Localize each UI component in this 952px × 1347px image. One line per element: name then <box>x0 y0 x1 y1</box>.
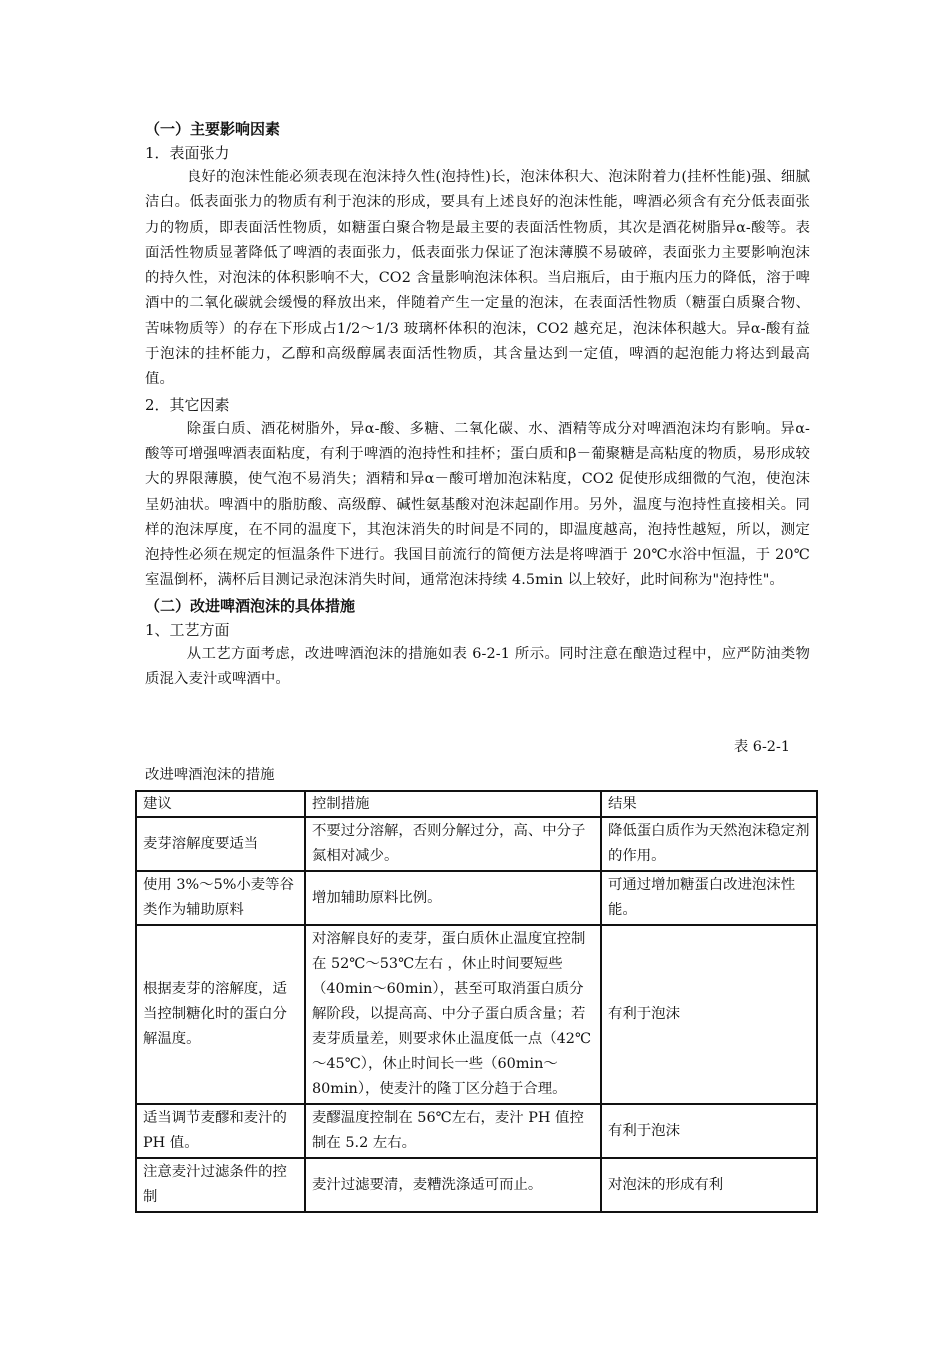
table-row <box>136 817 817 871</box>
table-number: 表 6-2-1 <box>733 739 790 756</box>
subheading-process: 1、工艺方面 <box>145 620 230 639</box>
cell-measure: 麦汁过滤要清，麦糟洗涤适可而止。 <box>305 1158 601 1212</box>
cell-suggestion: 适当调节麦醪和麦汁的 PH 值。 <box>136 1104 305 1158</box>
cell-result: 降低蛋白质作为天然泡沫稳定剂的作用。 <box>601 817 817 871</box>
section-heading-main-factors: （一）主要影响因素 <box>145 120 281 138</box>
cell-suggestion: 注意麦汁过滤条件的控制 <box>136 1158 305 1212</box>
measures-table <box>135 790 818 1213</box>
cell-measure: 不要过分溶解，否则分解过分，高、中分子氮相对减少。 <box>305 817 601 871</box>
table-caption: 改进啤酒泡沫的措施 <box>145 767 275 784</box>
paragraph-surface-tension: 良好的泡沫性能必须表现在泡沫持久性(泡持性)长，泡沫体积大、泡沫附着力(挂杯性能)强、细腻洁白。低表面张力的物质有利于泡沫的形成，要具有上述良好的泡沫性能，啤酒必须含有充分低表面张力的物质，即表面活性物质，如糖蛋白聚合物是最主要的表面活性物质，其次是酒花树脂异α-酸等。表面活性物质显著降低了啤酒的表面张力，低表面张力保证了泡沫薄膜不易破碎，表面张力主要影响泡沫的持久性，对泡沫的体积影响不大，CO2 含量影响泡沫体积。当启瓶后，由于瓶内压力的降低，溶于啤酒中的二氧化碳就会缓慢的释放出来，伴随着产生一定量的泡沫，在表面活性物质（糖蛋白质聚合物、苦味物质等）的存在下形成占1/2～1/3 玻璃杯体积的泡沫，CO2 越充足，泡沫体积越大。异α-酸有益于泡沫的挂杯能力，乙醇和高级醇属表面活性物质，其含量达到一定值，啤酒的起泡能力将达到最高值。 <box>145 169 810 388</box>
header-result: 结果 <box>601 791 817 817</box>
table-header-row <box>136 791 817 817</box>
cell-suggestion: 根据麦芽的溶解度，适当控制糖化时的蛋白分解温度。 <box>136 925 305 1104</box>
cell-measure: 麦醪温度控制在 56℃左右，麦汁 PH 值控制在 5.2 左右。 <box>305 1104 601 1158</box>
header-suggestion: 建议 <box>136 791 305 817</box>
cell-result: 有利于泡沫 <box>601 1104 817 1158</box>
cell-measure: 增加辅助原料比例。 <box>305 871 601 925</box>
paragraph-other-factors: 除蛋白质、酒花树脂外，异α-酸、多糖、二氧化碳、水、酒精等成分对啤酒泡沫均有影响。异α-酸等可增强啤酒表面粘度，有利于啤酒的泡持性和挂杯；蛋白质和β－葡聚糖是高粘度的物质，易形成较大的界限薄膜，使气泡不易消失；酒精和异α－酸可增加泡沫粘度，CO2 促使形成细微的气泡，使泡沫呈奶油状。啤酒中的脂肪酸、高级醇、碱性氨基酸对泡沫起副作用。另外，温度与泡持性直接相关。同样的泡沫厚度，在不同的温度下，其泡沫消失的时间是不同的，即温度越高，泡持性越短，所以，测定泡持性必须在规定的恒温条件下进行。我国目前流行的简便方法是将啤酒于 20℃水浴中恒温，于 20℃室温倒杯，满杯后目测记录泡沫消失时间，通常泡沫持续 4.5min 以上较好，此时间称为"泡持性"。 <box>145 420 810 589</box>
cell-result: 有利于泡沫 <box>601 925 817 1104</box>
subheading-surface-tension: 1．表面张力 <box>145 144 230 162</box>
table-row <box>136 1104 817 1158</box>
cell-measure: 对溶解良好的麦芽，蛋白质休止温度宜控制在 52℃～53℃左右 ，休止时间要短些（40min～60min），甚至可取消蛋白质分解阶段，以提高高、中分子蛋白质含量；若麦芽质量差，则要求休止温度低一点（42℃～45℃），休止时间长一些（60min～80min），使麦汁的隆丁区分趋于合理。 <box>305 925 601 1104</box>
table-row <box>136 1158 817 1212</box>
table-row <box>136 925 817 1104</box>
table-row <box>136 871 817 925</box>
section-heading-measures: （二）改进啤酒泡沫的具体措施 <box>145 596 356 615</box>
document-body <box>145 117 810 786</box>
paragraph-process: 从工艺方面考虑，改进啤酒泡沫的措施如表 6-2-1 所示。同时注意在酿造过程中，应严防油类物质混入麦汁或啤酒中。 <box>145 645 810 688</box>
cell-suggestion: 麦芽溶解度要适当 <box>136 817 305 871</box>
cell-result: 可通过增加糖蛋白改进泡沫性能。 <box>601 871 817 925</box>
cell-result: 对泡沫的形成有利 <box>601 1158 817 1212</box>
header-measure: 控制措施 <box>305 791 601 817</box>
subheading-other-factors: 2．其它因素 <box>145 395 230 414</box>
cell-suggestion: 使用 3%～5%小麦等谷类作为辅助原料 <box>136 871 305 925</box>
